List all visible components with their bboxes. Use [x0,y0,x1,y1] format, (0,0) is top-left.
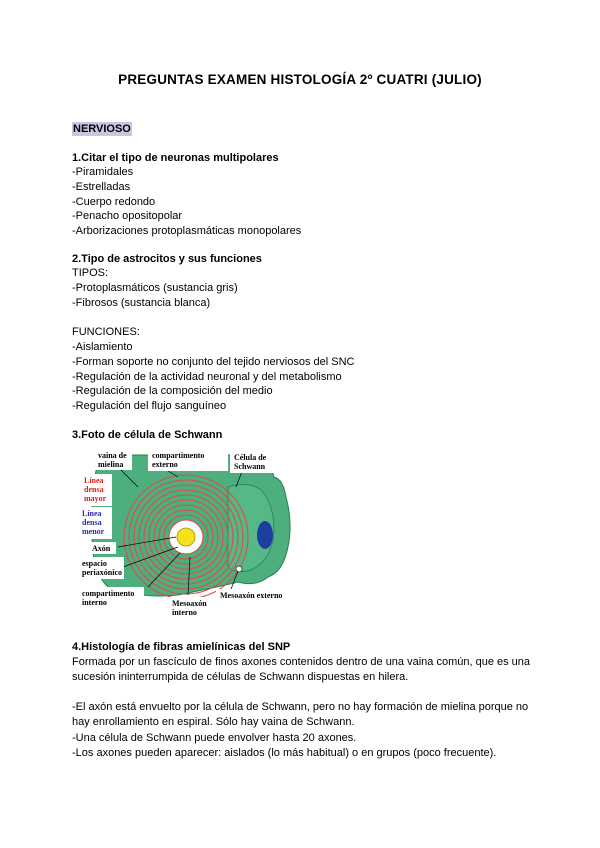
paragraph: -Una célula de Schwann puede envolver hasta 20 axones. [72,732,357,744]
schwann-cell-figure [78,447,298,622]
list-item: -Arborizaciones protoplasmáticas monopolares [72,225,302,237]
list-item: -Piramidales [72,166,134,178]
label-mesoaxon-ext: Mesoaxón externo [220,591,283,600]
label-linea-menor: menor [82,527,105,536]
label-espacio: espacio [82,559,107,568]
list-item: -Regulación del flujo sanguíneo [72,400,227,412]
label-comp-int: compartimento [82,589,135,598]
paragraph: -Los axones pueden aparecer: aislados (lo más habitual) o en grupos (poco frecuente). [72,747,497,759]
label-celula: Schwann [234,462,266,471]
question-3-heading: 3.Foto de célula de Schwann [72,429,223,441]
label-vaina: mielina [98,460,124,469]
label-comp-ext: compartimento [152,451,205,460]
list-item: -Regulación de la composición del medio [72,385,273,397]
list-item: -Fibrosos (sustancia blanca) [72,297,211,309]
list-item: -Cuerpo redondo [72,196,156,208]
funciones-label: FUNCIONES: [72,326,140,338]
list-item: -Penacho opositopolar [72,210,183,222]
question-1-heading: 1.Citar el tipo de neuronas multipolares [72,152,279,164]
label-vaina: vaina de [98,451,127,460]
tipos-label: TIPOS: [72,267,109,279]
section-heading: NERVIOSO [73,123,131,135]
list-item: -Forman soporte no conjunto del tejido nerviosos del SNC [72,356,355,368]
label-linea-mayor: mayor [84,494,107,503]
label-linea-menor: densa [82,518,102,527]
list-item: -Regulación de la actividad neuronal y del metabolismo [72,371,342,383]
nucleus [257,521,273,549]
list-item: -Protoplasmáticos (sustancia gris) [72,282,238,294]
label-comp-ext: externo [152,460,178,469]
label-linea-mayor: densa [84,485,104,494]
label-celula: Célula de [234,453,267,462]
paragraph: -El axón está envuelto por la célula de Schwann, pero no hay formación de mielina porque no hay enrollamiento en espiral. Sólo hay vaina de Schwann. [72,701,529,728]
label-axon: Axón [92,544,111,553]
list-item: -Aislamiento [72,341,133,353]
axon [177,528,195,546]
paragraph: Formada por un fascículo de finos axones contenidos dentro de una vaina común, que es una sucesión ininterrumpida de células de Schwann dispuestas en hilera. [72,656,531,683]
label-mesoaxon-int: interno [172,608,197,617]
question-4-heading: 4.Histología de fibras amielínicas del SNP [72,641,291,653]
label-linea-mayor: Línea [84,476,104,485]
label-espacio: periaxónico [82,568,122,577]
question-2-heading: 2.Tipo de astrocitos y sus funciones [72,253,262,265]
page-title: PREGUNTAS EXAMEN HISTOLOGÍA 2º CUATRI (JULIO) [118,72,482,87]
label-mesoaxon-int: Mesoaxón [172,599,207,608]
label-linea-menor: Línea [82,509,102,518]
label-comp-int: interno [82,598,107,607]
list-item: -Estrelladas [72,181,131,193]
